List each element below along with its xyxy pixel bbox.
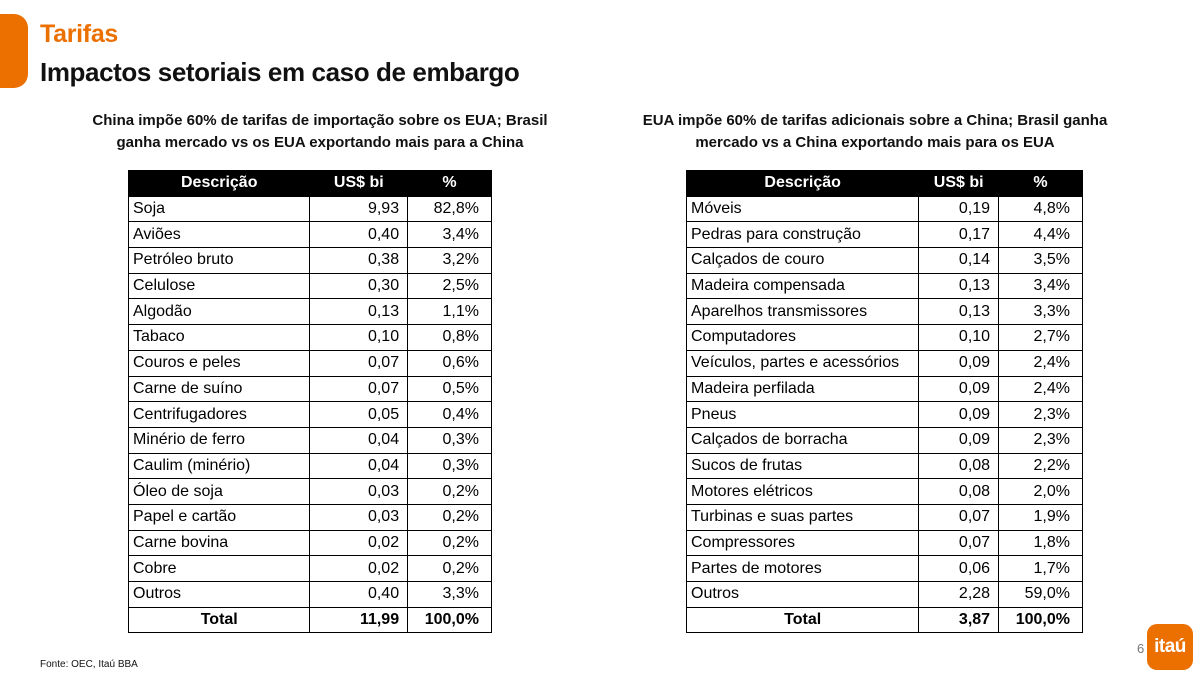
cell-percent: 2,7% — [999, 325, 1083, 351]
page-number: 6 — [1137, 641, 1145, 656]
table-row — [129, 273, 492, 299]
column-header-description: Descrição — [129, 171, 310, 197]
cell-usd-value: 0,02 — [310, 556, 408, 582]
cell-description: Partes de motores — [687, 556, 919, 582]
table-row — [129, 427, 492, 453]
cell-usd-value: 0,17 — [919, 222, 999, 248]
usa-tariff-table — [686, 170, 1083, 633]
table-row — [687, 556, 1083, 582]
cell-percent: 2,0% — [999, 479, 1083, 505]
table-row — [687, 402, 1083, 428]
itau-logo: itaú — [1147, 624, 1193, 670]
table-row — [687, 222, 1083, 248]
cell-usd-value: 0,13 — [919, 273, 999, 299]
table-row — [129, 222, 492, 248]
column-header-percent: % — [408, 171, 492, 197]
column-header-percent: % — [999, 171, 1083, 197]
table-row — [687, 325, 1083, 351]
table-row — [129, 453, 492, 479]
table-row — [687, 427, 1083, 453]
cell-description: Madeira compensada — [687, 273, 919, 299]
cell-description: Calçados de couro — [687, 248, 919, 274]
cell-percent: 59,0% — [999, 582, 1083, 608]
cell-description: Soja — [129, 196, 310, 222]
table-row — [129, 248, 492, 274]
cell-description: Turbinas e suas partes — [687, 504, 919, 530]
section-title: Tarifas — [40, 20, 119, 48]
cell-usd-value: 0,05 — [310, 402, 408, 428]
cell-percent: 3,5% — [999, 248, 1083, 274]
column-header-usd: US$ bi — [919, 171, 999, 197]
cell-usd-value: 0,06 — [919, 556, 999, 582]
page-title: Impactos setoriais em caso de embargo — [40, 57, 520, 87]
cell-description: Cobre — [129, 556, 310, 582]
cell-percent: 1,8% — [999, 530, 1083, 556]
cell-percent: 2,2% — [999, 453, 1083, 479]
cell-percent: 4,8% — [999, 196, 1083, 222]
cell-percent: 2,5% — [408, 273, 492, 299]
cell-usd-value: 0,13 — [310, 299, 408, 325]
cell-usd-value: 0,40 — [310, 582, 408, 608]
table-row — [129, 504, 492, 530]
cell-description: Sucos de frutas — [687, 453, 919, 479]
table-row — [129, 556, 492, 582]
cell-usd-value: 0,09 — [919, 402, 999, 428]
cell-percent: 0,5% — [408, 376, 492, 402]
table-row — [687, 350, 1083, 376]
cell-percent: 0,3% — [408, 427, 492, 453]
total-percent: 100,0% — [408, 607, 492, 633]
cell-usd-value: 0,09 — [919, 427, 999, 453]
total-usd-value: 11,99 — [310, 607, 408, 633]
total-percent: 100,0% — [999, 607, 1083, 633]
cell-percent: 3,4% — [408, 222, 492, 248]
table-row — [687, 504, 1083, 530]
accent-bar — [0, 14, 28, 88]
cell-percent: 1,7% — [999, 556, 1083, 582]
cell-usd-value: 0,07 — [310, 376, 408, 402]
cell-description: Aparelhos transmissores — [687, 299, 919, 325]
cell-usd-value: 0,10 — [919, 325, 999, 351]
table-row — [687, 248, 1083, 274]
cell-percent: 1,9% — [999, 504, 1083, 530]
column-header-usd: US$ bi — [310, 171, 408, 197]
cell-usd-value: 0,03 — [310, 504, 408, 530]
cell-description: Papel e cartão — [129, 504, 310, 530]
cell-usd-value: 0,10 — [310, 325, 408, 351]
source-note: Fonte: OEC, Itaú BBA — [40, 659, 138, 670]
cell-percent: 0,2% — [408, 479, 492, 505]
cell-description: Computadores — [687, 325, 919, 351]
cell-description: Pneus — [687, 402, 919, 428]
cell-description: Pedras para construção — [687, 222, 919, 248]
table-header-row — [687, 171, 1083, 197]
table-row — [129, 402, 492, 428]
cell-percent: 2,4% — [999, 376, 1083, 402]
china-tariff-table — [128, 170, 492, 633]
cell-usd-value: 0,08 — [919, 479, 999, 505]
table-row — [129, 479, 492, 505]
table-row — [129, 196, 492, 222]
cell-description: Algodão — [129, 299, 310, 325]
cell-percent: 3,4% — [999, 273, 1083, 299]
cell-usd-value: 0,08 — [919, 453, 999, 479]
cell-description: Carne de suíno — [129, 376, 310, 402]
cell-usd-value: 0,04 — [310, 453, 408, 479]
cell-usd-value: 0,02 — [310, 530, 408, 556]
cell-description: Compressores — [687, 530, 919, 556]
cell-percent: 0,8% — [408, 325, 492, 351]
cell-usd-value: 0,30 — [310, 273, 408, 299]
cell-usd-value: 0,38 — [310, 248, 408, 274]
cell-description: Petróleo bruto — [129, 248, 310, 274]
table-row — [687, 299, 1083, 325]
cell-description: Carne bovina — [129, 530, 310, 556]
total-row — [129, 607, 492, 633]
cell-description: Minério de ferro — [129, 427, 310, 453]
cell-usd-value: 0,14 — [919, 248, 999, 274]
cell-percent: 3,3% — [408, 582, 492, 608]
cell-usd-value: 0,09 — [919, 350, 999, 376]
table-row — [687, 196, 1083, 222]
cell-percent: 3,3% — [999, 299, 1083, 325]
cell-usd-value: 0,09 — [919, 376, 999, 402]
cell-usd-value: 0,13 — [919, 299, 999, 325]
cell-percent: 82,8% — [408, 196, 492, 222]
cell-usd-value: 0,07 — [919, 504, 999, 530]
total-label: Total — [129, 607, 310, 633]
table-row — [687, 479, 1083, 505]
cell-description: Veículos, partes e acessórios — [687, 350, 919, 376]
table-row — [687, 530, 1083, 556]
total-row — [687, 607, 1083, 633]
table-header-row — [129, 171, 492, 197]
cell-percent: 1,1% — [408, 299, 492, 325]
cell-description: Outros — [129, 582, 310, 608]
cell-description: Tabaco — [129, 325, 310, 351]
cell-description: Aviões — [129, 222, 310, 248]
table-row — [129, 582, 492, 608]
cell-usd-value: 9,93 — [310, 196, 408, 222]
cell-percent: 2,3% — [999, 427, 1083, 453]
cell-percent: 2,3% — [999, 402, 1083, 428]
cell-description: Motores elétricos — [687, 479, 919, 505]
cell-description: Centrifugadores — [129, 402, 310, 428]
cell-description: Óleo de soja — [129, 479, 310, 505]
table-row — [687, 273, 1083, 299]
left-table-subtitle: China impõe 60% de tarifas de importação sobre os EUA; Brasil ganha mercado vs os EUA exportando mais para a China — [92, 112, 548, 151]
cell-usd-value: 0,07 — [919, 530, 999, 556]
cell-percent: 0,3% — [408, 453, 492, 479]
cell-percent: 0,2% — [408, 530, 492, 556]
column-header-description: Descrição — [687, 171, 919, 197]
cell-description: Calçados de borracha — [687, 427, 919, 453]
cell-usd-value: 0,40 — [310, 222, 408, 248]
cell-description: Madeira perfilada — [687, 376, 919, 402]
table-row — [129, 325, 492, 351]
cell-usd-value: 0,03 — [310, 479, 408, 505]
cell-usd-value: 0,07 — [310, 350, 408, 376]
table-row — [129, 530, 492, 556]
cell-usd-value: 0,04 — [310, 427, 408, 453]
table-row — [129, 376, 492, 402]
cell-percent: 3,2% — [408, 248, 492, 274]
cell-usd-value: 2,28 — [919, 582, 999, 608]
cell-description: Móveis — [687, 196, 919, 222]
table-row — [687, 376, 1083, 402]
cell-usd-value: 0,19 — [919, 196, 999, 222]
cell-percent: 0,2% — [408, 556, 492, 582]
total-usd-value: 3,87 — [919, 607, 999, 633]
cell-description: Couros e peles — [129, 350, 310, 376]
cell-description: Caulim (minério) — [129, 453, 310, 479]
cell-percent: 0,6% — [408, 350, 492, 376]
total-label: Total — [687, 607, 919, 633]
table-row — [129, 299, 492, 325]
cell-description: Celulose — [129, 273, 310, 299]
cell-percent: 4,4% — [999, 222, 1083, 248]
cell-percent: 0,4% — [408, 402, 492, 428]
right-table-subtitle: EUA impõe 60% de tarifas adicionais sobre a China; Brasil ganha mercado vs a China exportando mais para os EUA — [642, 112, 1108, 151]
cell-percent: 0,2% — [408, 504, 492, 530]
table-row — [129, 350, 492, 376]
cell-percent: 2,4% — [999, 350, 1083, 376]
table-row — [687, 453, 1083, 479]
cell-description: Outros — [687, 582, 919, 608]
table-row — [687, 582, 1083, 608]
